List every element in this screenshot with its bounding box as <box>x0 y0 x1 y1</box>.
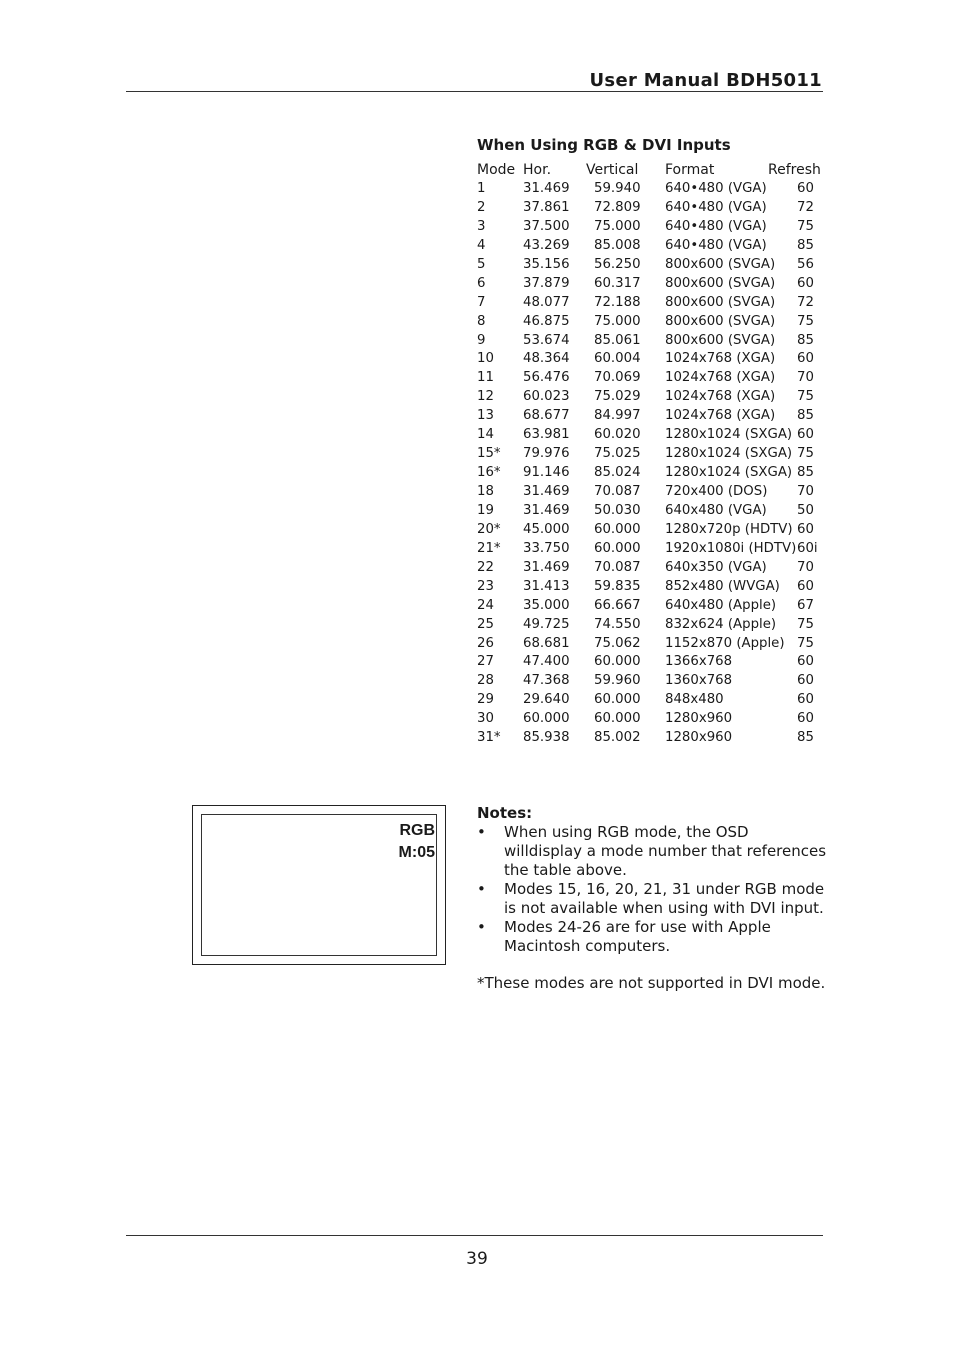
cell-mode: 27 <box>477 654 494 670</box>
table-row <box>477 445 823 464</box>
cell-vertical: 75.025 <box>594 446 641 462</box>
cell-format: 720x400 (DOS) <box>665 484 768 499</box>
table-row <box>477 578 823 597</box>
cell-hor: 68.681 <box>523 635 570 651</box>
cell-format: 1280x960 <box>665 711 733 727</box>
cell-hor: 43.269 <box>523 237 570 253</box>
table-row <box>477 616 823 635</box>
cell-hor: 31.469 <box>523 502 570 518</box>
cell-refresh: 72 <box>797 199 814 215</box>
cell-refresh: 85 <box>797 408 814 424</box>
cell-mode: 22 <box>477 559 494 575</box>
cell-refresh: 60 <box>797 578 814 594</box>
cell-mode: 14 <box>477 427 494 443</box>
table-row <box>477 237 823 256</box>
cell-vertical: 60.004 <box>594 351 641 367</box>
table-row <box>477 350 823 369</box>
section-title: When Using RGB & DVI Inputs <box>477 136 731 154</box>
cell-refresh: 60i <box>797 540 818 556</box>
bullet-icon: • <box>477 918 486 936</box>
note-item <box>477 918 827 956</box>
cell-hor: 68.677 <box>523 408 570 424</box>
cell-refresh: 60 <box>797 427 814 443</box>
cell-format: 832x624 (Apple) <box>665 616 777 632</box>
cell-vertical: 56.250 <box>594 256 641 272</box>
column-header-format: Format <box>665 162 715 178</box>
cell-hor: 31.469 <box>523 484 570 499</box>
notes-title: Notes: <box>477 804 533 822</box>
cell-format: 1280x960 <box>665 730 733 746</box>
cell-hor: 33.750 <box>523 540 570 556</box>
page-header-title: User Manual BDH5011 <box>589 70 822 91</box>
table-row <box>477 275 823 294</box>
table-row <box>477 559 823 578</box>
cell-refresh: 85 <box>797 237 814 253</box>
table-row <box>477 653 823 672</box>
cell-hor: 37.879 <box>523 275 570 291</box>
cell-vertical: 66.667 <box>594 597 641 613</box>
footer-rule <box>126 1235 823 1236</box>
cell-format: 1024x768 (XGA) <box>665 408 776 424</box>
cell-format: 800x600 (SVGA) <box>665 332 776 348</box>
note-item <box>477 823 827 880</box>
cell-format: 1360x768 <box>665 673 733 689</box>
cell-refresh: 67 <box>797 597 814 613</box>
cell-refresh: 60 <box>797 673 814 689</box>
table-row <box>477 218 823 237</box>
page-number: 39 <box>466 1249 488 1269</box>
cell-refresh: 56 <box>797 256 814 272</box>
cell-hor: 60.023 <box>523 389 570 405</box>
cell-hor: 53.674 <box>523 332 570 348</box>
note-text: Modes 15, 16, 20, 21, 31 under RGB mode is not available when using with DVI input. <box>504 880 825 917</box>
table-row <box>477 691 823 710</box>
cell-vertical: 60.000 <box>594 540 641 556</box>
table-row <box>477 256 823 275</box>
cell-hor: 35.000 <box>523 597 570 613</box>
cell-vertical: 75.062 <box>594 635 641 651</box>
cell-vertical: 59.940 <box>594 181 641 196</box>
cell-format: 800x600 (SVGA) <box>665 294 776 310</box>
cell-mode: 18 <box>477 484 494 499</box>
cell-mode: 3 <box>477 218 486 234</box>
table-row <box>477 180 823 199</box>
cell-hor: 47.368 <box>523 673 570 689</box>
cell-hor: 31.469 <box>523 559 570 575</box>
cell-refresh: 85 <box>797 730 814 746</box>
cell-hor: 46.875 <box>523 313 570 329</box>
cell-format: 1152x870 (Apple) <box>665 635 785 651</box>
cell-vertical: 70.087 <box>594 559 641 575</box>
cell-refresh: 60 <box>797 351 814 367</box>
cell-mode: 26 <box>477 635 494 651</box>
cell-format: 640x350 (VGA) <box>665 559 767 575</box>
cell-format: 852x480 (WVGA) <box>665 578 780 594</box>
cell-format: 1280x1024 (SXGA) <box>665 446 793 462</box>
cell-format: 1024x768 (XGA) <box>665 351 776 367</box>
osd-readout <box>399 820 435 864</box>
cell-refresh: 70 <box>797 484 814 499</box>
cell-hor: 49.725 <box>523 616 570 632</box>
bullet-icon: • <box>477 880 486 898</box>
cell-mode: 15* <box>477 446 501 462</box>
cell-format: 1024x768 (XGA) <box>665 370 776 386</box>
cell-hor: 60.000 <box>523 711 570 727</box>
cell-mode: 12 <box>477 389 494 405</box>
cell-mode: 2 <box>477 199 486 215</box>
cell-format: 1024x768 (XGA) <box>665 389 776 405</box>
cell-vertical: 60.317 <box>594 275 641 291</box>
cell-vertical: 75.000 <box>594 218 641 234</box>
cell-vertical: 75.029 <box>594 389 641 405</box>
cell-hor: 35.156 <box>523 256 570 272</box>
column-header-vertical: Vertical <box>586 162 639 178</box>
cell-format: 848x480 <box>665 692 724 708</box>
cell-mode: 24 <box>477 597 494 613</box>
cell-hor: 29.640 <box>523 692 570 708</box>
cell-hor: 79.976 <box>523 446 570 462</box>
table-row <box>477 540 823 559</box>
cell-vertical: 60.000 <box>594 654 641 670</box>
cell-hor: 47.400 <box>523 654 570 670</box>
cell-vertical: 74.550 <box>594 616 641 632</box>
cell-refresh: 70 <box>797 559 814 575</box>
modes-table <box>477 160 823 748</box>
cell-vertical: 59.835 <box>594 578 641 594</box>
cell-refresh: 85 <box>797 465 814 481</box>
table-row <box>477 729 823 748</box>
cell-vertical: 75.000 <box>594 313 641 329</box>
cell-format: 1280x720p (HDTV) <box>665 521 793 537</box>
cell-vertical: 60.000 <box>594 521 641 537</box>
cell-refresh: 75 <box>797 446 814 462</box>
osd-display-illustration <box>192 805 446 965</box>
cell-vertical: 72.188 <box>594 294 641 310</box>
cell-mode: 20* <box>477 521 501 537</box>
cell-hor: 56.476 <box>523 370 570 386</box>
cell-vertical: 50.030 <box>594 502 641 518</box>
footnote: *These modes are not supported in DVI mode. <box>477 974 826 992</box>
cell-vertical: 60.000 <box>594 711 641 727</box>
cell-hor: 85.938 <box>523 730 570 746</box>
osd-mode-label: M:05 <box>398 844 435 861</box>
cell-refresh: 75 <box>797 313 814 329</box>
cell-mode: 8 <box>477 313 486 329</box>
cell-format: 640x480 (Apple) <box>665 597 777 613</box>
table-row <box>477 294 823 313</box>
cell-hor: 91.146 <box>523 465 570 481</box>
bullet-icon: • <box>477 823 486 841</box>
cell-mode: 9 <box>477 332 486 348</box>
table-row <box>477 332 823 351</box>
osd-input-label: RGB <box>399 822 435 839</box>
cell-mode: 31* <box>477 730 501 746</box>
cell-format: 1280x1024 (SXGA) <box>665 465 793 481</box>
cell-vertical: 72.809 <box>594 199 641 215</box>
cell-refresh: 60 <box>797 521 814 537</box>
cell-format: 640•480 (VGA) <box>665 218 767 234</box>
cell-mode: 6 <box>477 275 486 291</box>
cell-vertical: 85.002 <box>594 730 641 746</box>
column-header-mode: Mode <box>477 162 516 178</box>
table-row <box>477 407 823 426</box>
table-row <box>477 597 823 616</box>
note-text: When using RGB mode, the OSD willdisplay a mode number that references the table above. <box>504 823 827 879</box>
cell-refresh: 75 <box>797 635 814 651</box>
cell-mode: 5 <box>477 256 486 272</box>
cell-hor: 37.861 <box>523 199 570 215</box>
cell-vertical: 70.087 <box>594 484 641 499</box>
cell-refresh: 50 <box>797 502 814 518</box>
cell-vertical: 70.069 <box>594 370 641 386</box>
cell-vertical: 85.008 <box>594 237 641 253</box>
cell-mode: 11 <box>477 370 494 386</box>
table-row <box>477 464 823 483</box>
cell-hor: 48.364 <box>523 351 570 367</box>
cell-vertical: 84.997 <box>594 408 641 424</box>
note-item <box>477 880 827 918</box>
cell-mode: 21* <box>477 540 501 556</box>
cell-format: 800x600 (SVGA) <box>665 275 776 291</box>
cell-mode: 30 <box>477 711 494 727</box>
cell-mode: 10 <box>477 351 494 367</box>
table-row <box>477 199 823 218</box>
cell-hor: 48.077 <box>523 294 570 310</box>
table-row <box>477 388 823 407</box>
cell-mode: 29 <box>477 692 494 708</box>
cell-vertical: 85.061 <box>594 332 641 348</box>
cell-format: 640•480 (VGA) <box>665 237 767 253</box>
cell-mode: 4 <box>477 237 486 253</box>
table-row <box>477 313 823 332</box>
cell-format: 1280x1024 (SXGA) <box>665 427 793 443</box>
column-header-refresh: Refresh <box>768 162 821 178</box>
cell-vertical: 60.020 <box>594 427 641 443</box>
table-body <box>477 180 823 748</box>
cell-refresh: 75 <box>797 616 814 632</box>
cell-refresh: 85 <box>797 332 814 348</box>
cell-format: 1366x768 <box>665 654 733 670</box>
table-row <box>477 426 823 445</box>
cell-format: 800x600 (SVGA) <box>665 256 776 272</box>
cell-refresh: 60 <box>797 711 814 727</box>
cell-mode: 23 <box>477 578 494 594</box>
cell-vertical: 59.960 <box>594 673 641 689</box>
cell-refresh: 60 <box>797 692 814 708</box>
table-row <box>477 502 823 521</box>
cell-mode: 16* <box>477 465 501 481</box>
cell-vertical: 60.000 <box>594 692 641 708</box>
cell-format: 1920x1080i (HDTV) <box>665 540 797 556</box>
cell-refresh: 60 <box>797 654 814 670</box>
table-row <box>477 635 823 654</box>
cell-hor: 31.413 <box>523 578 570 594</box>
cell-mode: 19 <box>477 502 494 518</box>
table-row <box>477 521 823 540</box>
cell-hor: 63.981 <box>523 427 570 443</box>
cell-hor: 45.000 <box>523 521 570 537</box>
column-header-hor: Hor. <box>523 162 552 178</box>
cell-format: 800x600 (SVGA) <box>665 313 776 329</box>
cell-hor: 37.500 <box>523 218 570 234</box>
table-row <box>477 710 823 729</box>
table-row <box>477 483 823 502</box>
cell-refresh: 72 <box>797 294 814 310</box>
cell-refresh: 70 <box>797 370 814 386</box>
cell-refresh: 60 <box>797 275 814 291</box>
cell-mode: 13 <box>477 408 494 424</box>
cell-mode: 7 <box>477 294 486 310</box>
cell-format: 640•480 (VGA) <box>665 181 767 196</box>
cell-refresh: 75 <box>797 389 814 405</box>
cell-format: 640x480 (VGA) <box>665 502 767 518</box>
table-row <box>477 672 823 691</box>
table-row <box>477 369 823 388</box>
cell-refresh: 60 <box>797 181 814 196</box>
cell-mode: 1 <box>477 181 486 196</box>
cell-vertical: 85.024 <box>594 465 641 481</box>
cell-format: 640•480 (VGA) <box>665 199 767 215</box>
cell-mode: 28 <box>477 673 494 689</box>
header-rule <box>126 91 823 92</box>
table-header-row <box>477 160 823 180</box>
note-text: Modes 24-26 are for use with Apple Macintosh computers. <box>504 918 771 955</box>
cell-mode: 25 <box>477 616 494 632</box>
cell-refresh: 75 <box>797 218 814 234</box>
notes-section <box>477 804 827 956</box>
cell-hor: 31.469 <box>523 181 570 196</box>
